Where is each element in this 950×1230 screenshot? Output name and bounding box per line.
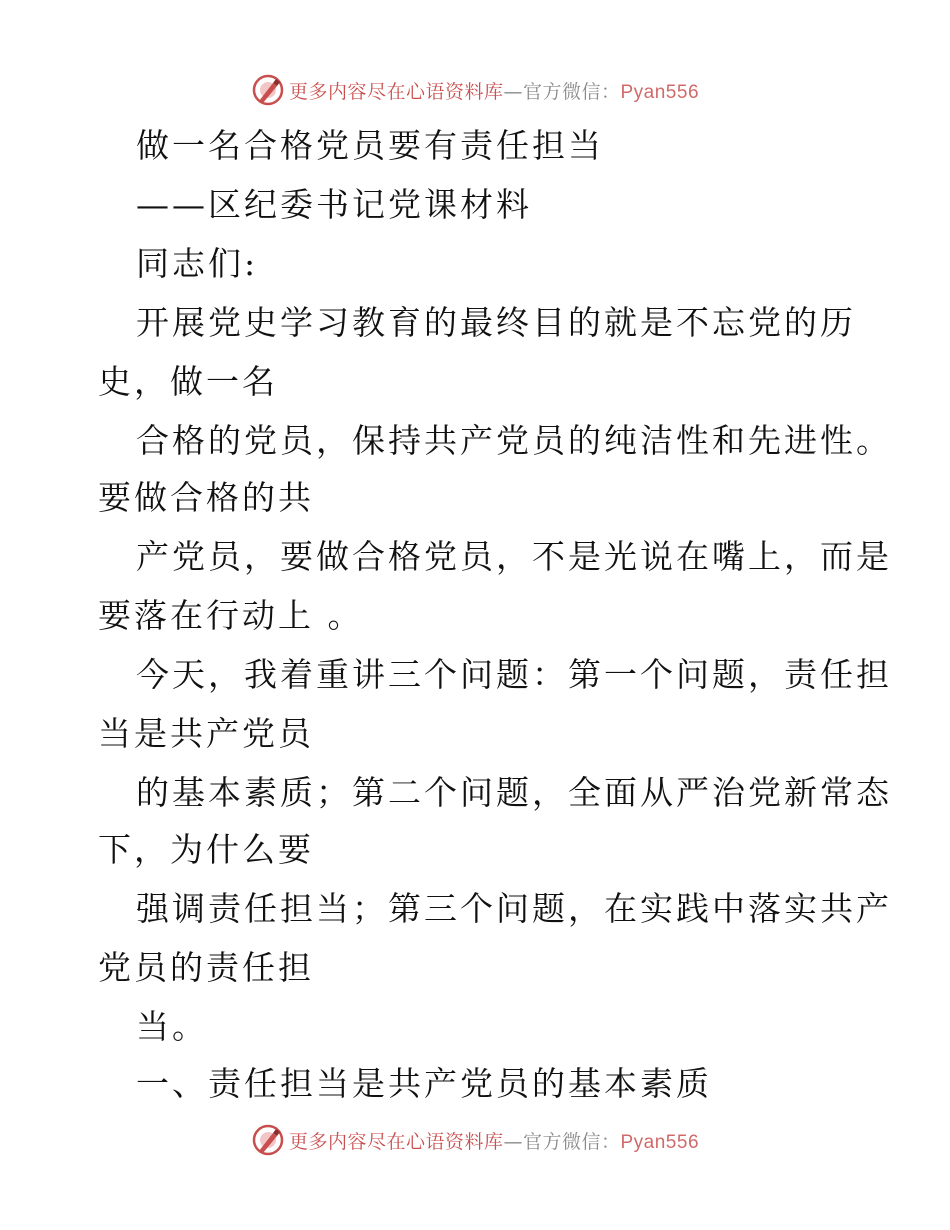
section-heading: 一、责任担当是共产党员的基本素质: [136, 1064, 712, 1103]
document-subtitle: ——区纪委书记党课材料: [136, 185, 532, 224]
paragraph-line: 当。: [136, 1007, 208, 1046]
watermark-wechat-id: Pyan556: [620, 81, 700, 103]
paragraph-line: 合格的党员，保持共产党员的纯洁性和先进性。: [136, 421, 892, 460]
paragraph-line: 要做合格的共: [98, 478, 314, 517]
paragraph-line: 今天，我着重讲三个问题：第一个问题，责任担: [136, 655, 892, 694]
paragraph-line: 史，做一名: [98, 362, 278, 401]
paragraph-line: 强调责任担当；第三个问题，在实践中落实共产: [136, 889, 892, 928]
document-title: 做一名合格党员要有责任担当: [136, 126, 604, 165]
watermark-official: 官方微信：: [522, 80, 621, 103]
greeting-line: 同志们:: [136, 244, 259, 283]
paragraph-line: 产党员，要做合格党员，不是光说在嘴上，而是: [136, 537, 892, 576]
watermark-wechat-id: Pyan556: [620, 1131, 700, 1153]
watermark-main: 更多内容尽在心语资料库: [288, 80, 504, 103]
paragraph-line: 党员的责任担: [98, 948, 314, 987]
watermark-dash: —: [503, 80, 523, 103]
watermark-text: [289, 1127, 699, 1154]
paragraph-line: 下，为什么要: [98, 830, 314, 869]
pen-logo-icon: [251, 1123, 285, 1157]
watermark-official: 官方微信：: [522, 1130, 621, 1153]
watermark-main: 更多内容尽在心语资料库: [288, 1130, 504, 1153]
paragraph-line: 开展党史学习教育的最终目的就是不忘党的历: [136, 303, 856, 342]
paragraph-line: 当是共产党员: [98, 714, 314, 753]
footer-watermark: [0, 1120, 950, 1160]
paragraph-line: 的基本素质；第二个问题，全面从严治党新常态: [136, 773, 892, 812]
watermark-dash: —: [503, 1130, 523, 1153]
paragraph-line: 要落在行动上 。: [98, 596, 364, 635]
